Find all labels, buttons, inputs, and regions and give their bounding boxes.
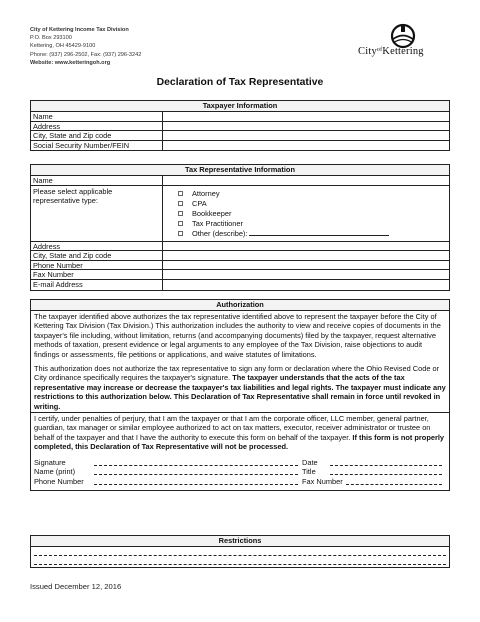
field-label: E-mail Address	[31, 280, 163, 290]
field-label: Name	[31, 112, 163, 121]
fax-number-label: Fax Number	[302, 476, 343, 486]
signature-field[interactable]	[94, 458, 298, 466]
field-label: Fax Number	[31, 270, 163, 279]
checkbox-icon[interactable]	[178, 191, 183, 196]
phone-line: Phone: (937) 296-2502, Fax: (937) 296-3242	[30, 51, 142, 58]
field-label: Social Security Number/FEIN	[31, 141, 163, 151]
name-print-field[interactable]	[94, 467, 298, 475]
checkbox-icon[interactable]	[178, 211, 183, 216]
rep-fax-field[interactable]	[163, 270, 449, 279]
option-other[interactable]: Other (describe):	[178, 229, 389, 239]
taxpayer-info-section	[30, 100, 450, 151]
rep-email-row[interactable]	[31, 280, 449, 290]
rep-phone-row[interactable]	[31, 261, 449, 271]
checkbox-icon[interactable]	[178, 221, 183, 226]
taxpayer-city-row[interactable]	[31, 131, 449, 141]
taxpayer-info-heading: Taxpayer Information	[31, 101, 449, 112]
page-title: Declaration of Tax Representative	[156, 77, 324, 88]
phone-number-label: Phone Number	[34, 476, 84, 486]
checkbox-icon[interactable]	[178, 201, 183, 206]
signature-row	[34, 458, 446, 468]
name-print-label: Name (print)	[34, 467, 76, 477]
field-label: Address	[31, 242, 163, 251]
signature-block	[34, 458, 446, 487]
option-attorney[interactable]: Attorney	[178, 189, 389, 199]
taxpayer-ssn-row[interactable]	[31, 141, 449, 151]
phone-fax-row	[34, 477, 446, 487]
taxpayer-name-row[interactable]	[31, 112, 449, 122]
header-address-block	[30, 26, 141, 67]
restrictions-section	[30, 535, 450, 568]
rep-name-field[interactable]	[163, 176, 449, 185]
website-line: Website: www.ketteringoh.org	[30, 59, 111, 66]
representative-info-section	[30, 164, 450, 291]
field-label: Phone Number	[31, 261, 163, 270]
issued-date: Issued December 12, 2016	[30, 582, 122, 591]
option-cpa[interactable]: CPA	[178, 199, 389, 209]
date-label: Date	[302, 457, 318, 467]
restrictions-line-1[interactable]	[34, 547, 446, 556]
rep-address-row[interactable]	[31, 242, 449, 252]
rep-phone-field[interactable]	[163, 261, 449, 270]
option-bookkeeper[interactable]: Bookkeeper	[178, 209, 389, 219]
org-name: City of Kettering Income Tax Division	[30, 27, 129, 33]
phone-number-field[interactable]	[94, 477, 298, 485]
field-label: City, State and Zip code	[31, 251, 163, 260]
rep-email-field[interactable]	[163, 280, 449, 290]
logo-wordmark: City$^{of}$Kettering	[358, 46, 424, 57]
fax-number-field[interactable]	[346, 477, 442, 485]
authorization-text	[31, 311, 449, 413]
taxpayer-address-field[interactable]	[163, 122, 449, 131]
rep-type-label: Please select applicable representative type:	[31, 186, 163, 241]
rep-name-row[interactable]	[31, 176, 449, 186]
field-label: City, State and Zip code	[31, 131, 163, 140]
authorization-section	[30, 299, 450, 491]
rep-city-field[interactable]	[163, 251, 449, 260]
rep-type-row	[31, 186, 449, 242]
rep-fax-row[interactable]	[31, 270, 449, 280]
authorization-paragraph-1: The taxpayer identified above authorizes the tax representative identified above to represent the taxpayer before the City of Kettering Tax Division (Tax Division.) This authorization includes the authority to view and receive copies of documents in the taxpayer's file including, without limitation, returns (and accompanying documents) filed by the taxpayer, request alternative methods of taxation, present evidence or legal arguments to any employee of the Tax Division, raise objections to audit findings or assessments, file petitions or applications, and waive statutes of limitations.	[34, 312, 441, 359]
restrictions-line-2[interactable]	[34, 556, 446, 565]
rep-address-field[interactable]	[163, 242, 449, 251]
date-field[interactable]	[330, 458, 442, 466]
restrictions-heading: Restrictions	[31, 536, 449, 547]
rep-type-options	[163, 186, 389, 241]
field-label: Address	[31, 122, 163, 131]
city-line: Kettering, OH 45429-9100	[30, 43, 96, 50]
authorization-heading: Authorization	[31, 300, 449, 311]
field-label: Name	[31, 176, 163, 185]
taxpayer-name-field[interactable]	[163, 112, 449, 121]
representative-info-heading: Tax Representative Information	[31, 165, 449, 176]
signature-label: Signature	[34, 457, 66, 467]
checkbox-icon[interactable]	[178, 231, 183, 236]
po-box: P.O. Box 293100	[30, 35, 72, 42]
name-print-row	[34, 467, 446, 477]
option-tax-practitioner[interactable]: Tax Practitioner	[178, 219, 389, 229]
taxpayer-ssn-field[interactable]	[163, 141, 449, 151]
certification-text: I certify, under penalties of perjury, that I am the taxpayer or that I am the corporate officer, LLC member, general partner, guardian, tax manager or similar employee authorized to act on tax matters, executor, receiver administrator or trustee on behalf of the taxpayer and that I have the authority to execute this form on behalf of the taxpayer. If this form is not properly completed, this Declaration of Tax Representative will not be processed. Signature Date Name (print) Title Phone Number Fax Number	[34, 414, 444, 486]
rep-city-row[interactable]	[31, 251, 449, 261]
title-label: Title	[302, 467, 316, 477]
taxpayer-city-field[interactable]	[163, 131, 449, 140]
authorization-paragraph-2: This authorization does not authorize the tax representative to sign any form or declaration where the Ohio Revised Code or City ordinance specifically requires the taxpayer's signature. The taxpayer understands that the acts of the tax representative may increase or decrease the taxpayer's tax liabilities and legal rights. The taxpayer must indicate any restrictions to this authorization below. This Declaration of Tax Representative shall remain in force until revoked in writing.	[34, 364, 446, 411]
taxpayer-address-row[interactable]	[31, 122, 449, 132]
title-field[interactable]	[330, 467, 442, 475]
other-describe-input[interactable]	[249, 235, 389, 236]
